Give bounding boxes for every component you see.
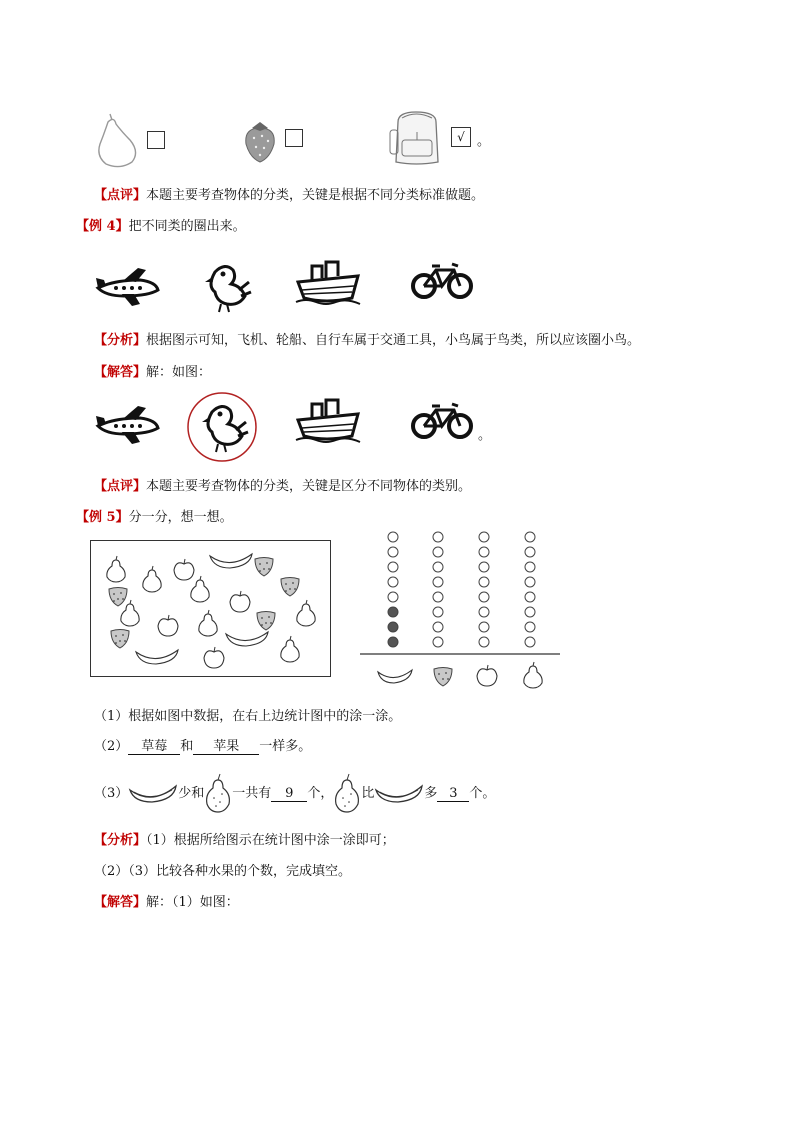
q3-blank-2[interactable]: 3 [437,786,469,802]
pictograph-circle-banana-8[interactable] [388,532,398,542]
comment-1 [94,187,484,205]
fruit-box [90,540,332,678]
pictograph-circle-strawberry-4[interactable] [433,592,443,602]
pear-image [94,114,142,168]
pictograph-circle-banana-2[interactable] [388,622,398,632]
strawberry-image [240,120,280,164]
analysis-5-line-2: （2）（3）比较各种水果的个数，完成填空。 [94,864,352,879]
bicycle-image [410,400,474,440]
bird-image [200,402,248,452]
analysis-tag: 【分析】 [94,833,147,848]
end-mark: 。 [478,428,492,443]
pear-icon [204,772,232,816]
pictograph-circle-strawberry-6[interactable] [433,562,443,572]
example-tag: 【例 5】 [76,510,129,525]
airplane-image [94,266,162,306]
pictograph-circle-pear-5[interactable] [525,577,535,587]
pictograph-circle-pear-3[interactable] [525,607,535,617]
pictograph-circle-banana-4[interactable] [388,592,398,602]
answer-box-pear[interactable] [147,131,165,149]
analysis-5-line-1 [94,832,395,850]
answer-4 [94,364,211,382]
answer-text: 解：如图： [146,365,212,380]
bicycle-image [410,260,474,300]
strawberry-icon [434,668,452,687]
q2-blank-2[interactable]: 苹果 [193,739,259,755]
answer-tag: 【解答】 [94,365,147,380]
analysis-4 [94,332,640,350]
pear-icon [333,772,361,816]
banana-icon [374,780,424,808]
pictograph-circle-strawberry-2[interactable] [433,622,443,632]
pictograph-circle-strawberry-8[interactable] [433,532,443,542]
pictograph-circle-apple-6[interactable] [479,562,489,572]
pictograph-circle-banana-7[interactable] [388,547,398,557]
fruit-pictograph [360,540,564,696]
comment-2 [94,478,471,496]
pictograph-circle-apple-8[interactable] [479,532,489,542]
pictograph-circle-banana-1[interactable] [388,637,398,647]
pictograph-circle-banana-3[interactable] [388,607,398,617]
comment-text: 本题主要考查物体的分类，关键是根据不同分类标准做题。 [146,188,485,203]
pictograph-circle-apple-4[interactable] [479,592,489,602]
banana-icon [128,780,178,808]
answer-tag: 【解答】 [94,895,147,910]
pictograph-circle-pear-8[interactable] [525,532,535,542]
q2-mid: 和 [180,739,194,754]
q3-text-2: 一共有 [232,786,272,801]
example-5-heading [76,509,233,527]
pictograph-circle-pear-2[interactable] [525,622,535,632]
analysis-text: （1）根据所给图示在统计图中涂一涂即可； [146,833,395,848]
backpack-image [388,108,446,168]
comment-tag: 【点评】 [94,188,147,203]
pictograph-circle-pear-7[interactable] [525,547,535,557]
banana-icon [378,670,412,683]
comment-text: 本题主要考查物体的分类，关键是区分不同物体的类别。 [146,479,472,494]
q3-text-3: 个， [307,786,334,801]
question-1: （1）根据如图中数据，在右上边统计图中的涂一涂。 [94,709,402,724]
airplane-image [94,404,162,444]
pictograph-circle-apple-2[interactable] [479,622,489,632]
q2-blank-1[interactable]: 草莓 [128,739,180,755]
pictograph-circle-pear-6[interactable] [525,562,535,572]
analysis-text: 根据图示可知，飞机、轮船、自行车属于交通工具，小鸟属于鸟类，所以应该圈小鸟。 [146,333,641,348]
pictograph-circle-strawberry-3[interactable] [433,607,443,617]
q3-prefix: （3） [94,786,129,801]
pictograph-circle-strawberry-1[interactable] [433,637,443,647]
q3-text-1: 少和 [178,786,205,801]
ship-image [296,392,362,446]
pictograph-circle-apple-7[interactable] [479,547,489,557]
pictograph-circle-strawberry-7[interactable] [433,547,443,557]
q3-blank-1[interactable]: 9 [271,786,307,802]
answer-box-backpack[interactable]: √ [451,127,471,147]
comment-tag: 【点评】 [94,479,147,494]
answer-text: 解：（1）如图： [146,895,239,910]
pictograph-circle-apple-3[interactable] [479,607,489,617]
pictograph-circle-pear-4[interactable] [525,592,535,602]
pear-icon [524,662,542,688]
bird-image [203,262,251,312]
pictograph-circle-banana-5[interactable] [388,577,398,587]
question-3 [94,770,654,818]
end-mark: 。 [477,134,491,149]
question-2 [94,738,311,756]
q3-text-4: 比 [361,786,375,801]
example-text: 把不同类的圈出来。 [128,219,246,234]
q2-prefix: （2） [94,739,129,754]
answer-box-strawberry[interactable] [285,129,303,147]
pictograph-circle-banana-6[interactable] [388,562,398,572]
pictograph-circle-apple-5[interactable] [479,577,489,587]
q3-text-6: 个。 [469,786,496,801]
pictograph-circle-apple-1[interactable] [479,637,489,647]
q3-text-5: 多 [424,786,438,801]
example-4-heading [76,218,246,236]
answer-5 [94,894,239,912]
pictograph-circle-strawberry-5[interactable] [433,577,443,587]
apple-icon [477,665,497,686]
analysis-tag: 【分析】 [94,333,147,348]
example-tag: 【例 4】 [76,219,129,234]
example-text: 分一分，想一想。 [128,510,233,525]
pictograph-circle-pear-1[interactable] [525,637,535,647]
ship-image [296,254,362,308]
q2-suffix: 一样多。 [259,739,312,754]
